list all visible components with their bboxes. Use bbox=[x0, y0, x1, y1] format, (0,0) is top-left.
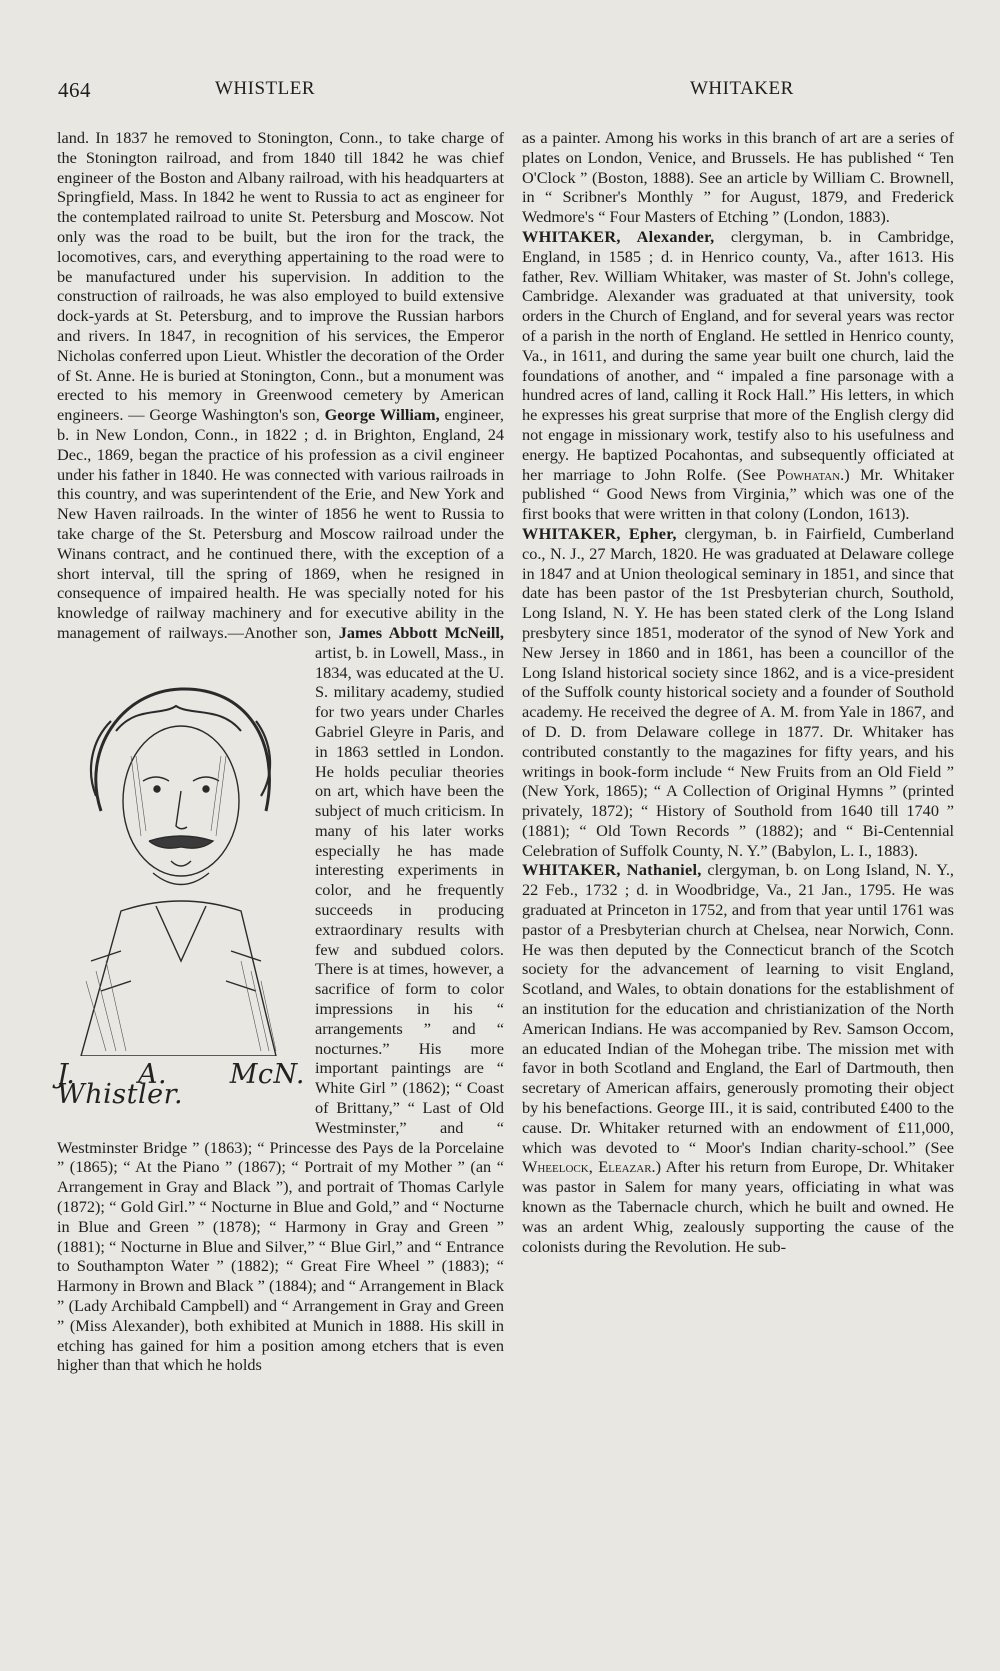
running-head-left: WHISTLER bbox=[215, 78, 316, 99]
page-number: 464 bbox=[58, 78, 91, 102]
paragraph-text: ) Mr. Whitaker published “ Good News from Virginia,” which was one of the first books that were written in that colony (London, 1613). bbox=[522, 464, 954, 524]
paragraph-text: clergyman, b. on Long Island, N. Y., 22 Feb., 1732 ; d. in Woodbridge, Va., 21 Jan., 1795. He was graduated at Princeton in 1752, and from that year until 1761 was pastor of a Presbyterian church at Chelsea, near Norwich, Conn. He was then deputed by the Connecticut branch of the Scotch society for the advancement of learning to visit England, Scotland, and Wales, to obtain donations for the establishment of an institution for the education and christianization of the North American Indians. He was accompanied by Rev. Samson Occom, an educated Indian of the Mohegan tribe. The mission met with favor in both Scotland and England, the Earl of Dartmouth, then secretary of American affairs, generously promoting their object by his benefactions. George III., it is said, contributed £400 to the cause. Dr. Whitaker returned with an endowment of £11,000, which was devoted to “ Moor's Indian charity-school.” (See bbox=[522, 860, 954, 1157]
whistler-entry-text bbox=[57, 128, 504, 1375]
paragraph-text: clergyman, b. in Fairfield, Cumberland co., N. J., 27 March, 1820. He was graduated at Delaware college in 1847 and at Union theological seminary in 1851, and since that date has been pastor of the 1st Presbyterian church, Southold, Long Island, N. Y. He has been stated clerk of the Long Island presbytery since 1851, moderator of the synod of New York and New Jersey in 1860 and in 1861, has been a councillor of the Long Island historical society since 1862, and is a vice-president of the Suffolk county historical society and a founder of Southold academy. He received the degree of A. M. from Yale in 1867, and of D. D. from Delaware college in 1877. Dr. Whitaker has contributed constantly to the magazines for fifty years, and his writings in book-form include “ New Fruits from an Old Field ” (New York, 1865); “ A Collection of Original Hymns ” (printed privately, 1872); “ History of Southold from 1640 till 1740 ” (1881); “ Old Town Records ” (1882); and “ Bi-Centennial Celebration of Suffolk County, N. Y.” (Babylon, L. I., 1883). bbox=[522, 523, 954, 860]
portrait-illustration bbox=[61, 661, 297, 1056]
cross-reference: Powhatan. bbox=[776, 464, 845, 484]
paragraph-text: ) After his return from Europe, Dr. Whitaker was pastor in Salem for many years, officiating in what was known as the Tabernacle church, which he built and owned. He was an ardent Whig, zealously supporting the cause of the colonists during the Revolution. He sub- bbox=[522, 1157, 955, 1256]
whistler-signature: J. A. McN. Whistler. bbox=[57, 1058, 305, 1110]
headword-george-william: George William, bbox=[324, 405, 440, 425]
paragraph-text: land. In 1837 he removed to Stonington, Conn., to take charge of the Stonington railroad, and from 1840 till 1842 he was chief engineer of the Boston and Albany railroad, with his headquarters at Springfield, Mass. In 1842 he went to Russia to act as engineer for the contemplated railroad to unite St. Petersburg and Moscow. Not only was the road to be built, but the iron for the track, the locomotives, cars, and everything appertaining to the road were to be manufactured under his supervision. In addition to the construction of railroads, he was also employed to build extensive dock-yards at St. Petersburg, and to improve the Russian harbors and rivers. In 1847, in recognition of his services, the Emperor Nicholas conferred upon Lieut. Whistler the decoration of the Order of St. Anne. He is buried at Stonington, Conn., but a monument was erected to his memory in Greenwood cemetery by American engineers. — George Washington's son, bbox=[57, 128, 504, 425]
running-head-right: WHITAKER bbox=[690, 78, 794, 99]
headword-whitaker-nathaniel: WHITAKER, Nathaniel, bbox=[522, 860, 702, 880]
paragraph-text: as a painter. Among his works in this branch of art are a series of plates on London, Venice, and Brussels. He has published “ Ten O'Clock ” (Boston, 1888). See an article by William C. Brownell, in “ Scribner's Monthly ” for August, 1879, and Frederick Wedmore's “ Four Masters of Etching ” (London, 1883). bbox=[522, 128, 954, 227]
headword-whitaker-alexander: WHITAKER, Alexander, bbox=[522, 226, 715, 246]
left-column bbox=[57, 128, 504, 1375]
paragraph-text: engineer, b. in New London, Conn., in 1822 ; d. in Brighton, England, 24 Dec., 1869, began the practice of his profession as a civil engineer under his father in 1840. He was connected with various railroads in this country, and was superintendent of the Erie, and New York and New Haven railroads. In the winter of 1856 he went to Russia to take charge of the St. Petersburg and Moscow railroad under the Winans contract, and he continued there, with the exception of a short interval, till the spring of 1869, when he resigned in consequence of impaired health. He was specially noted for his knowledge of railway machinery and for executive ability in the management of railways.—Another son, bbox=[57, 405, 504, 642]
cross-reference: Wheelock, Eleazar. bbox=[522, 1157, 656, 1177]
headword-whitaker-epher: WHITAKER, Epher, bbox=[522, 523, 677, 543]
whistler-portrait-figure bbox=[57, 649, 305, 1126]
paragraph-text: clergyman, b. in Cambridge, England, in 1585 ; d. in Henrico county, Va., after 1613. His father, Rev. William Whitaker, was master of St. John's college, Cambridge. Alexander was graduated at that university, took orders in the Church of England, and for several years was rector of a parish in the north of England. He settled in Henrico county, Va., in 1611, and during the same year built one church, laid the foundations of another, and “ impaled a fine parsonage with a hundred acres of land, calling it Rock Hall.” His letters, in which he expresses his great surprise that more of the English clergy did not engage in missionary work, testify also to his usefulness and energy. He baptized Pocahontas, and subsequently officiated at her marriage to John Rolfe. (See bbox=[522, 226, 954, 484]
paragraph-text: artist, b. in Lowell, Mass., in 1834, was educated at the U. S. military academy, studied for two years under Charles Gabriel Gleyre in Paris, and in 1863 settled in London. He holds peculiar theories on art, which have been the subject of much criticism. In many of his later works especially he has made interesting experiments in color, and he frequently succeeds in producing extraordinary results with few and subdued colors. There is at times, however, a sacrifice of form to color impressions in his “ arrangements ” and “ nocturnes.” His more important paintings are “ White Girl ” (1862); “ Coast of Brittany,” “ Last of Old Westminster,” and “ Westminster Bridge ” (1863); “ Princesse des Pays de la Porcelaine ” (1865); “ At the Piano ” (1867); “ Portrait of my Mother ” (an “ Arrangement in Gray and Black ”), and portrait of Thomas Carlyle (1872); “ Gold Girl.” “ Nocturne in Blue and Gold,” and “ Nocturne in Blue and Green ” (1878); “ Harmony in Gray and Green ” (1881); “ Nocturne in Blue and Silver,” “ Blue Girl,” and “ Entrance to Southampton Water ” (1882); “ Great Fire Wheel ” (1883); “ Harmony in Brown and Black ” (1884); and “ Arrangement in Black ” (Lady Archibald Campbell) and “ Arrangement in Gray and Green ” (Miss Alexander), both exhibited at Munich in 1888. His skill in etching has gained for him a position among etchers that is even higher than that which he holds bbox=[57, 642, 504, 1375]
headword-james-abbott-mcneill: James Abbott McNeill, bbox=[338, 622, 505, 642]
right-column bbox=[522, 128, 954, 1256]
